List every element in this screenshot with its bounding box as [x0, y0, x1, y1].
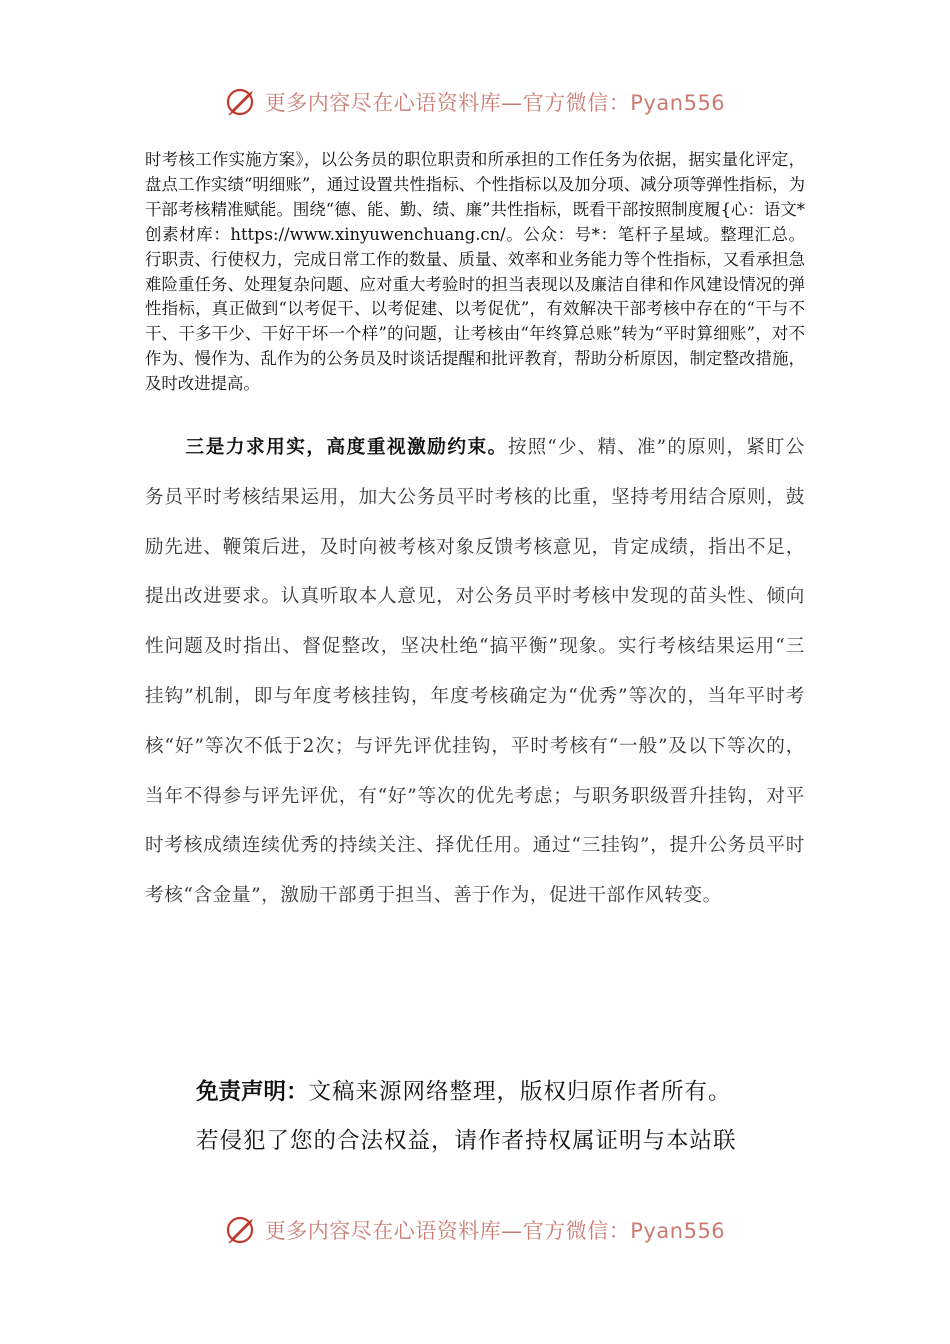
- footer-banner: [0, 1210, 950, 1250]
- body-paragraph-2: [145, 423, 805, 921]
- disclaimer-line-2: 若侵犯了您的合法权益，请作者持权属证明与本站联: [196, 1128, 737, 1154]
- body-paragraph-1: 时考核工作实施方案》，以公务员的职位职责和所承担的工作任务为依据，据实量化评定，盘点工作实绩“明细账”，通过设置共性指标、个性指标以及加分项、减分项等弹性指标，为干部考核精准赋能。围绕“德、能、勤、绩、廉”共性指标，既看干部按照制度履{心：语文*创素材库：https://www.xinyuwenchuang.cn/。公众：号*：笔杆子星域。整理汇总。行职责、行使权力，完成日常工作的数量、质量、效率和业务能力等个性指标，又看承担急难险重任务、处理复杂问题、应对重大考验时的担当表现以及廉洁自律和作风建设情况的弹性指标，真正做到“以考促干、以考促建、以考促优”，有效解决干部考核中存在的“干与不干、干多干少、干好干坏一个样”的问题，让考核由“年终算总账”转为“平时算细账”，对不作为、慢作为、乱作为的公务员及时谈话提醒和批评教育，帮助分析原因，制定整改措施，及时改进提高。: [145, 150, 805, 394]
- disclaimer-line-1: 文稿来源网络整理，版权归原作者所有。: [308, 1079, 732, 1105]
- disclaimer: [196, 1068, 808, 1166]
- section-heading: 三是力求用实，高度重视激励约束。: [185, 437, 508, 458]
- pen-logo-icon: [225, 1213, 259, 1247]
- banner-text: 更多内容尽在心语资料库—官方微信：Pyan556: [264, 91, 726, 115]
- banner-text: 更多内容尽在心语资料库—官方微信：Pyan556: [264, 1219, 726, 1243]
- section-text: 按照“少、精、准”的原则，紧盯公务员平时考核结果运用，加大公务员平时考核的比重，坚持考用结合原则，鼓励先进、鞭策后进，及时向被考核对象反馈考核意见，肯定成绩，指出不足，提出改进要求。认真听取本人意见，对公务员平时考核中发现的苗头性、倾向性问题及时指出、督促整改，坚决杜绝“搞平衡”现象。实行考核结果运用“三挂钩”机制，即与年度考核挂钩，年度考核确定为“优秀”等次的，当年平时考核“好”等次不低于2次；与评先评优挂钩，平时考核有“一般”及以下等次的，当年不得参与评先评优，有“好”等次的优先考虑；与职务职级晋升挂钩，对平时考核成绩连续优秀的持续关注、择优任用。通过“三挂钩”，提升公务员平时考核“含金量”，激励干部勇于担当、善于作为，促进干部作风转变。: [145, 437, 805, 907]
- pen-logo-icon: [225, 85, 259, 119]
- disclaimer-label: 免责声明：: [196, 1079, 309, 1105]
- header-banner: [0, 82, 950, 122]
